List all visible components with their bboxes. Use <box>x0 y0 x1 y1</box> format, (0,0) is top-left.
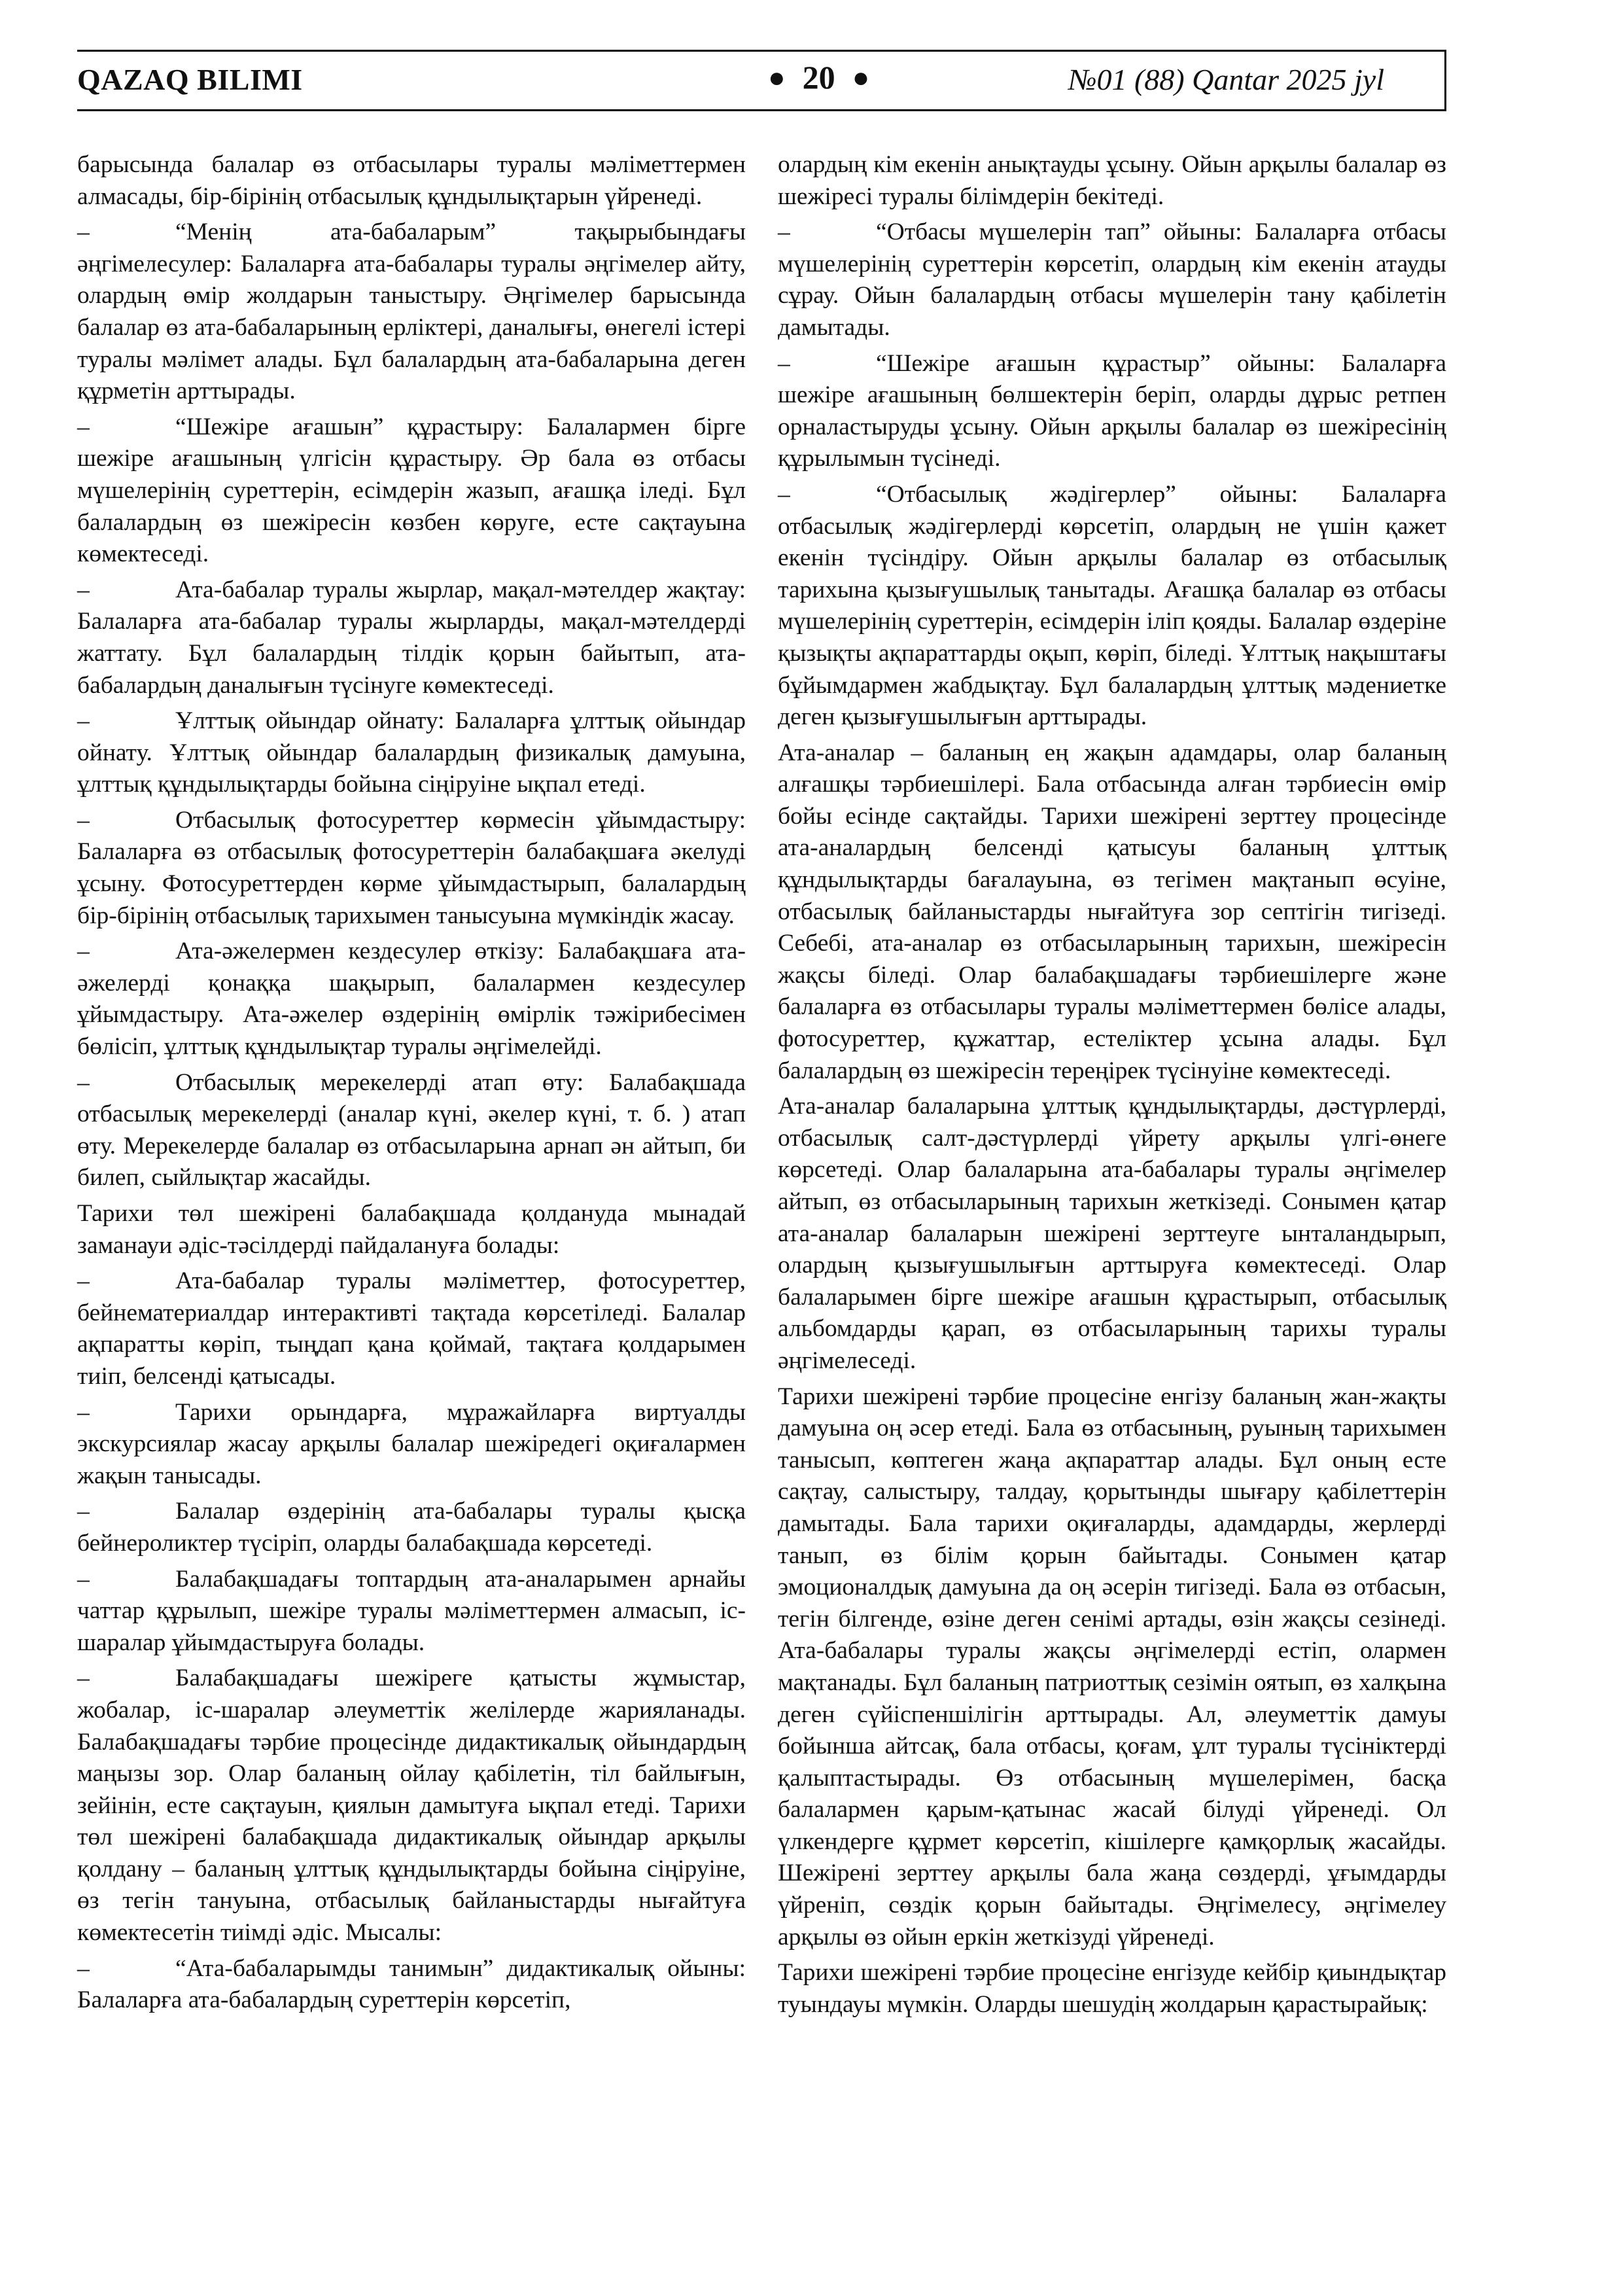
bullet-paragraph: – Ата-бабалар туралы жырлар, мақал-мәтелдер жақтау: Балаларға ата-бабалар туралы жырларды, мақал-мәтелдерді жаттату. Бұл балалардың тілдік қорын байытып, ата-бабалардың даналығын түсінуге көмектеседі. <box>77 574 746 701</box>
bullet-paragraph: – Отбасылық фотосуреттер көрмесін ұйымдастыру: Балаларға өз отбасылық фотосуреттерін балабақшаға әкелуді ұсыну. Фотосуреттерден көрме ұйымдастырып, балалардың бір-бірінің отбасылық тарихымен танысуына мүмкіндік жасау. <box>77 805 746 932</box>
bullet-paragraph: – “Шежіре ағашын құрастыр” ойыны: Балаларға шежіре ағашының бөлшектерін беріп, оларды дұрыс ретпен орналастыруды ұсыну. Ойын арқылы балалар өз шежіресінің құрылымын түсінеді. <box>778 348 1446 475</box>
bullet-paragraph: – “Шежіре ағашын” құрастыру: Балалармен бірге шежіре ағашының үлгісін құрастыру. Әр бала өз отбасы мүшелерінің суреттерін, есімдерін жазып, ағашқа іледі. Бұл балалардың өз шежіресін көзбен көруге, есте сақтауына көмектеседі. <box>77 412 746 571</box>
bullet-paragraph: – “Менің ата-бабаларым” тақырыбындағы әңгімелесулер: Балаларға ата-бабалары туралы әңгімелер айту, олардың өмір жолдарын таныстыру. Әңгімелер барысында балалар өз ата-бабаларының ерліктері, даналығы, өнегелі істері туралы мәлімет алады. Бұл балалардың ата-бабаларына деген құрметін арттырады. <box>77 217 746 408</box>
bullet-paragraph: – Ата-әжелермен кездесулер өткізу: Балабақшаға ата-әжелерді қонаққа шақырып, балалармен кездесулер ұйымдастыру. Ата-әжелер өздерінің өмірлік тәжірибесімен бөлісіп, ұлттық құндылықтар туралы әңгімелейді. <box>77 936 746 1063</box>
right-column <box>778 149 1446 2024</box>
page-number-group <box>751 58 886 96</box>
issue-label: №01 (88) Qantar 2025 jyl <box>1068 63 1384 96</box>
bullet-paragraph: – “Отбасылық жәдігерлер” ойыны: Балаларға отбасылық жәдігерлерді көрсетіп, олардың не үшін қажет екенін түсіндіру. Ойын арқылы балалар өз отбасылық тарихына қызығушылық танытады. Ағашқа балалар өз отбасы мүшелерінің суреттерін, есімдерін іліп қояды. Балалар өздеріне қызықты ақпараттарды оқып, көріп, біледі. Ұлттық нақыштағы бұйымдармен жабдықтау. Бұл балалардың ұлттық мәдениетке деген қызығушылығын арттырады. <box>778 479 1446 733</box>
bullet-paragraph: – Балалар өздерінің ата-бабалары туралы қысқа бейнероликтер түсіріп, оларды балабақшада көрсетеді. <box>77 1496 746 1559</box>
page-number: 20 <box>802 59 835 96</box>
body-paragraph: Тарихи төл шежірені балабақшада қолдануда мынадай заманауи әдіс-тәсілдерді пайдалануға болады: <box>77 1200 746 1259</box>
bullet-paragraph: – Ұлттық ойындар ойнату: Балаларға ұлттық ойындар ойнату. Ұлттық ойындар балалардың физикалық дамуына, ұлттық құндылықтарды бойына сіңіруіне ықпал етеді. <box>77 705 746 801</box>
body-paragraph: Тарихи шежірені тәрбие процесіне енгізуде кейбір қиындықтар туындауы мүмкін. Оларды шешудің жолдарын қарастырайық: <box>778 1959 1446 2018</box>
body-paragraph: Ата-аналар балаларына ұлттық құндылықтарды, дәстүрлерді, отбасылық салт-дәстүрлерді үйрету арқылы үлгі-өнеге көрсетеді. Олар балаларына ата-бабалары туралы әңгімелер айтып, өз отбасыларының тарихын жеткізеді. Сонымен қатар ата-аналар балаларын шежірені зерттеуге ынталандырып, олардың қызығушылығын арттыруға көмектеседі. Олар балаларымен бірге шежіре ағашын құрастырып, отбасылық альбомдарды қарап, өз отбасыларының тарихы туралы әңгімелеседі. <box>778 1093 1446 1374</box>
page-header <box>77 50 1446 111</box>
bullet-paragraph: – “Отбасы мүшелерін тап” ойыны: Балаларға отбасы мүшелерінің суреттерін көрсетіп, олардың кім екенін атауды сұрау. Ойын балалардың отбасы мүшелерін тану қабілетін дамытады. <box>778 217 1446 344</box>
bullet-paragraph: – “Ата-бабаларымды танимын” дидактикалық ойыны: Балаларға ата-бабалардың суреттерін көрсетіп, <box>77 1953 746 2017</box>
journal-title: QAZAQ BILIMI <box>77 63 303 96</box>
bullet-paragraph: – Отбасылық мерекелерді атап өту: Балабақшада отбасылық мерекелерді (аналар күні, әкелер күні, т. б. ) атап өту. Мерекелерде балалар өз отбасыларына арнап ән айтып, би билеп, сыйлықтар жасайды. <box>77 1067 746 1194</box>
body-paragraph: олардың кім екенін анықтауды ұсыну. Ойын арқылы балалар өз шежіресі туралы білімдерін бекітеді. <box>778 151 1446 210</box>
left-column <box>77 149 746 2021</box>
body-paragraph: Ата-аналар – баланың ең жақын адамдары, олар баланың алғашқы тәрбиешілері. Бала отбасында алған тәрбиесін өмір бойы есінде сақтайды. Тарихи шежірені зерттеу процесінде ата-аналардың белсенді қатысуы баланың ұлттық құндылықтарды бағалауына, өз тегімен мақтанып өсуіне, отбасылық байланыстарды нығайтуға зор септігін тигізеді. Себебі, ата-аналар өз отбасыларының тарихын, шежіресін жақсы біледі. Олар балабақшадағы тәрбиешілерге және балаларға өз отбасылары туралы мәліметтермен бөлісе алады, фотосуреттер, құжаттар, естеліктер ұсына алады. Бұл балалардың өз шежіресін тереңірек түсінуіне көмектеседі. <box>778 739 1446 1084</box>
body-paragraph: Тарихи шежірені тәрбие процесіне енгізу баланың жан-жақты дамуына оң әсер етеді. Бала өз отбасының, руының тарихымен танысып, көптеген жаңа ақпараттар алады. Бұл оның есте сақтау, салыстыру, талдау, қорытынды шығару қабілеттерін дамытады. Бала тарихи оқиғаларды, адамдарды, жерлерді танып, өз білім қорын байытады. Сонымен қатар эмоционалдық дамуына да оң әсерін тигізеді. Бала өз отбасын, тегін білгенде, өзіне деген сенімі артады, өзін жақсы сезінеді. Ата-бабалары туралы жақсы әңгімелерді естіп, олармен мақтанады. Бұл баланың патриоттық сезімін оятып, өз халқына деген сүйіспеншілігін арттырады. Ал, әлеуметтік дамуы бойынша айтсақ, бала отбасы, қоғам, ұлт туралы түсініктерді қалыптастырады. Өз отбасының мүшелерімен, басқа балалармен қарым-қатынас жасай білуді үйренеді. Ол үлкендерге құрмет көрсетіп, кішілерге қамқорлық жасайды. Шежірені зерттеу арқылы бала жаңа сөздерді, ұғымдарды үйреніп, сөздік қорын байытады. Әңгімелесу, әңгімелеу арқылы өз ойын еркін жеткізуді үйренеді. <box>778 1383 1446 1951</box>
bullet-paragraph: – Балабақшадағы шежіреге қатысты жұмыстар, жобалар, іс-шаралар әлеуметтік желілерде жарияланады. Балабақшадағы тәрбие процесінде дидактикалық ойындардың маңызы зор. Олар баланың ойлау қабілетін, тіл байлығын, зейінін, есте сақтауын, қиялын дамытуға ықпал етеді. Тарихи төл шежірені балабақшада дидактикалық ойындар арқылы қолдану – баланың ұлттық құндылықтарды бойына сіңіруіне, өз тегін тануына, отбасылық байланыстарды нығайтуға көмектесетін тиімді әдіс. Мысалы: <box>77 1663 746 1949</box>
body-paragraph: барысында балалар өз отбасылары туралы мәліметтермен алмасады, бір-бірінің отбасылық құндылықтарын үйренеді. <box>77 151 746 210</box>
bullet-paragraph: – Балабақшадағы топтардың ата-аналарымен арнайы чаттар құрылып, шежіре туралы мәліметтермен алмасып, іс-шаралар ұйымдастыруға болады. <box>77 1564 746 1659</box>
bullet-dot-icon: ● <box>768 62 786 94</box>
bullet-paragraph: – Тарихи орындарға, мұражайларға виртуалды экскурсиялар жасау арқылы балалар шежіредегі оқиғалармен жақын танысады. <box>77 1397 746 1492</box>
bullet-paragraph: – Ата-бабалар туралы мәліметтер, фотосуреттер, бейнематериалдар интерактивті тақтада көрсетіледі. Балалар ақпаратты көріп, тыңдап қана қоймай, тақтаға қолдарымен тиіп, белсенді қатысады. <box>77 1265 746 1392</box>
bullet-dot-icon: ● <box>852 62 870 94</box>
